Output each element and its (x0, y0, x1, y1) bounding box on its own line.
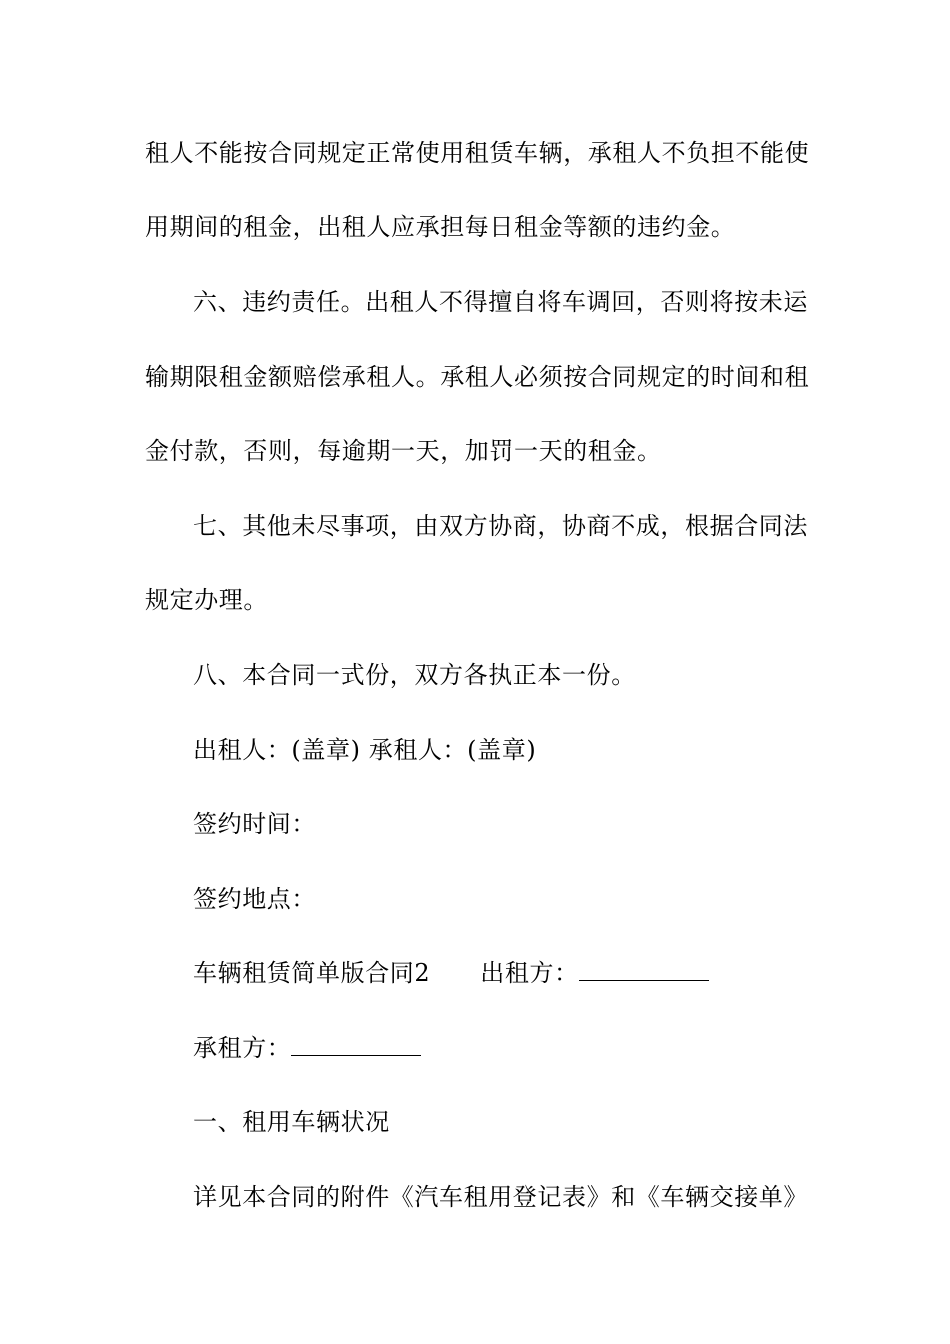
paragraph-line: 租人不能按合同规定正常使用租赁车辆，承租人不负担不能使 (145, 139, 810, 167)
clause-six-heading-line: 六、违约责任。出租人不得擅自将车调回，否则将按未运 (193, 288, 808, 316)
section-heading: 一、租用车辆状况 (193, 1108, 390, 1136)
lessee-label: 承租方： (193, 1034, 292, 1062)
clause-eight-line: 八、本合同一式份，双方各执正本一份。 (193, 661, 636, 689)
lessor-blank-field (579, 958, 709, 981)
contract-title-line (193, 958, 709, 988)
lessee-blank-field (291, 1033, 421, 1056)
lessee-line (193, 1033, 421, 1063)
paragraph-line: 规定办理。 (145, 586, 268, 614)
contract-title: 车辆租赁简单版合同2 (193, 959, 431, 987)
signing-time-line: 签约时间： (193, 810, 316, 838)
lessor-label: 出租方： (480, 959, 579, 987)
signature-parties-line: 出租人：(盖章) 承租人：(盖章) (193, 736, 537, 764)
paragraph-line: 输期限租金额赔偿承租人。承租人必须按合同规定的时间和租 (145, 363, 810, 391)
clause-seven-heading-line: 七、其他未尽事项，由双方协商，协商不成，根据合同法 (193, 512, 808, 540)
paragraph-line: 详见本合同的附件《汽车租用登记表》和《车辆交接单》 (193, 1183, 808, 1211)
signing-place-line: 签约地点： (193, 885, 316, 913)
paragraph-line: 金付款，否则，每逾期一天，加罚一天的租金。 (145, 437, 662, 465)
paragraph-line: 用期间的租金，出租人应承担每日租金等额的违约金。 (145, 213, 736, 241)
